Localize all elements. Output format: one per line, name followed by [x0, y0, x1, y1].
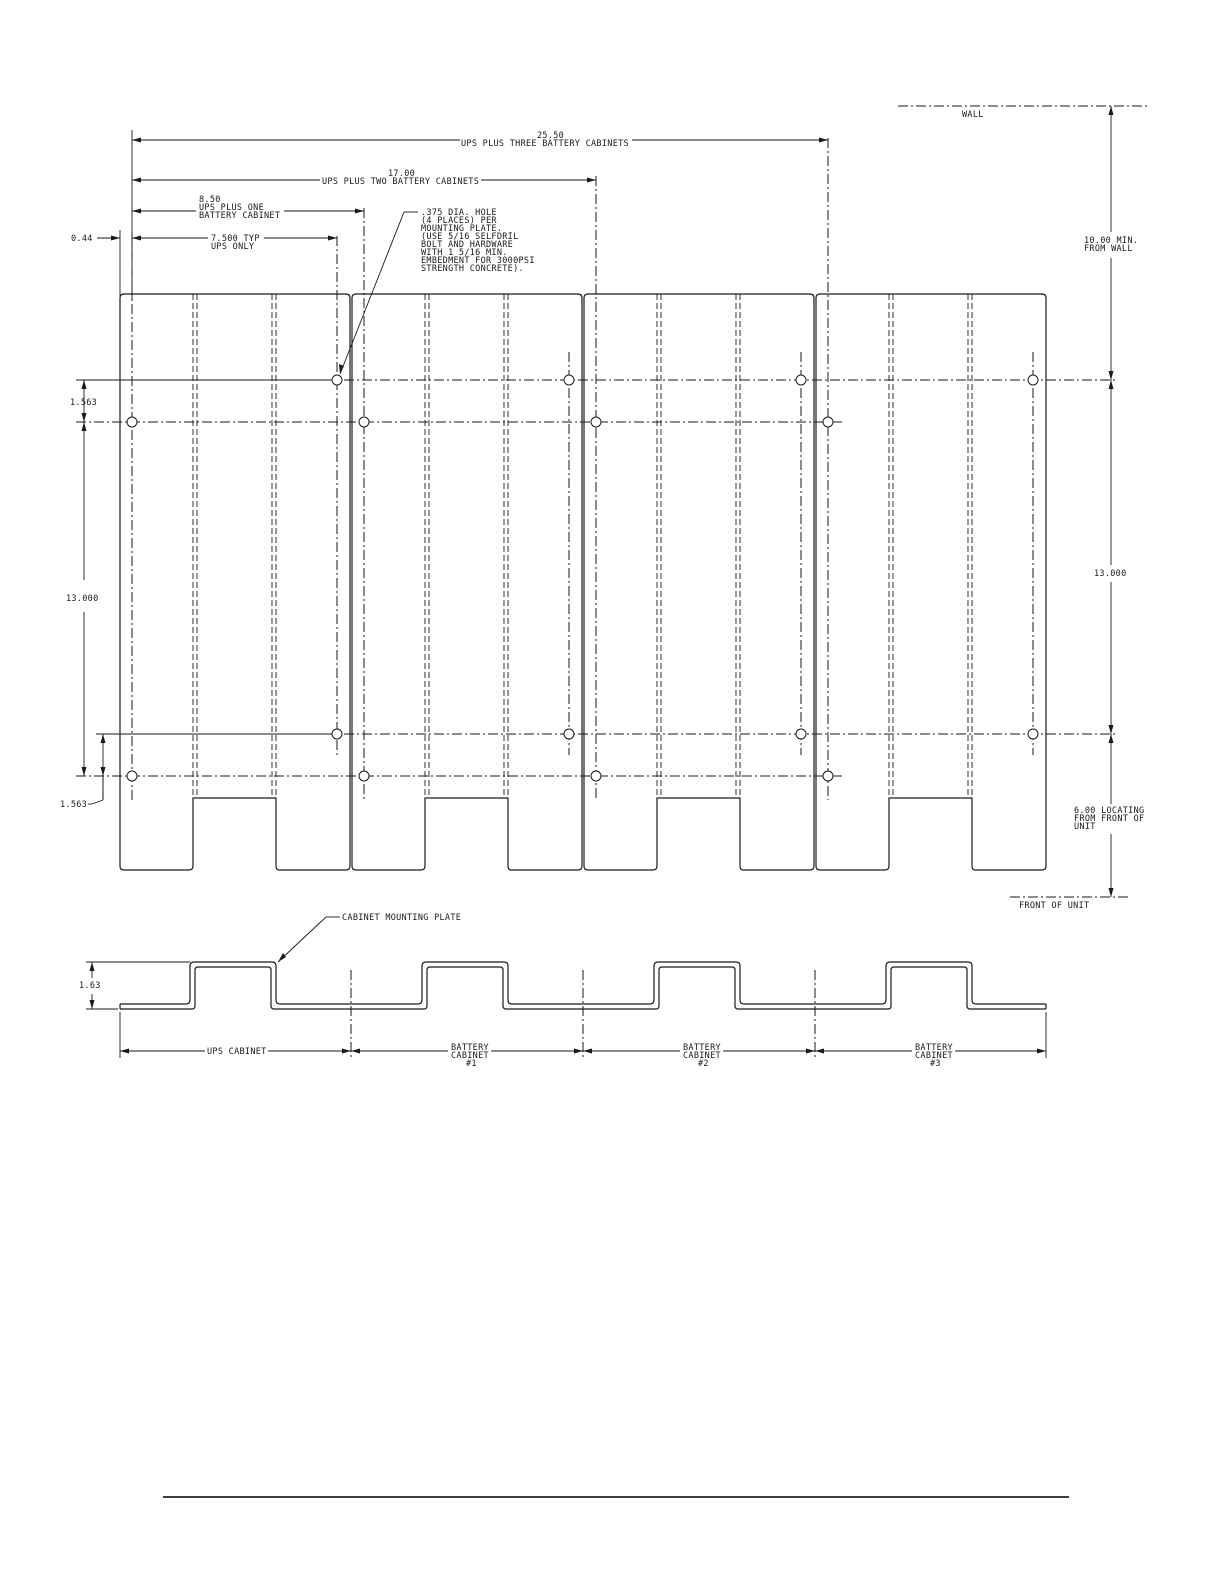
mounting-hole	[823, 771, 833, 781]
mounting-hole	[591, 417, 601, 427]
svg-text:1.63: 1.63	[79, 981, 101, 991]
svg-text:17.00: 17.00	[388, 169, 416, 179]
svg-text:CABINET: CABINET	[683, 1051, 721, 1061]
svg-text:8.50: 8.50	[199, 195, 221, 205]
mounting-hole	[359, 771, 369, 781]
svg-text:1.563: 1.563	[70, 398, 98, 408]
side-view	[79, 913, 1046, 1069]
top-view	[60, 106, 1148, 911]
svg-text:UNIT: UNIT	[1074, 822, 1096, 832]
dimension-7-500	[132, 234, 337, 252]
svg-text:EMBEDMENT FOR 3000PSI: EMBEDMENT FOR 3000PSI	[421, 256, 535, 266]
svg-text:BATTERY: BATTERY	[915, 1043, 953, 1053]
svg-text:#2: #2	[698, 1059, 709, 1069]
mounting-hole	[332, 375, 342, 385]
plate-label-leader	[278, 913, 461, 962]
svg-text:MOUNTING PLATE.: MOUNTING PLATE.	[421, 224, 503, 234]
svg-text:FROM WALL: FROM WALL	[1084, 244, 1133, 254]
dimension-0-44	[71, 230, 142, 296]
wall-label: WALL	[962, 110, 984, 120]
svg-text:1.563: 1.563	[60, 800, 88, 810]
dimension-17-00	[132, 169, 596, 187]
svg-text:STRENGTH CONCRETE).: STRENGTH CONCRETE).	[421, 264, 524, 274]
ups-cabinet-label: UPS CABINET	[207, 1047, 267, 1057]
mounting-hole	[823, 417, 833, 427]
mounting-hole	[332, 729, 342, 739]
mounting-hole	[591, 771, 601, 781]
svg-text:13.000: 13.000	[66, 594, 99, 604]
dimension-8-50	[132, 195, 364, 221]
mounting-hole	[127, 771, 137, 781]
mounting-hole	[127, 417, 137, 427]
mounting-hole	[359, 417, 369, 427]
mounting-hole	[796, 375, 806, 385]
svg-text:UPS PLUS TWO BATTERY CABINETS: UPS PLUS TWO BATTERY CABINETS	[322, 177, 480, 187]
svg-text:UPS PLUS THREE BATTERY CABINET: UPS PLUS THREE BATTERY CABINETS	[461, 139, 629, 149]
svg-text:10.00 MIN.: 10.00 MIN.	[1084, 236, 1139, 246]
svg-text:FROM FRONT OF: FROM FRONT OF	[1074, 814, 1145, 824]
dimension-1-63	[79, 962, 190, 1009]
svg-text:UPS PLUS ONE: UPS PLUS ONE	[199, 203, 265, 213]
svg-text:CABINET: CABINET	[915, 1051, 953, 1061]
svg-text:#1: #1	[466, 1059, 477, 1069]
mounting-hole	[564, 375, 574, 385]
svg-text:7.500 TYP: 7.500 TYP	[211, 234, 260, 244]
svg-text:25.50: 25.50	[537, 131, 565, 141]
svg-text:BATTERY CABINET: BATTERY CABINET	[199, 211, 281, 221]
svg-text:#3: #3	[930, 1059, 941, 1069]
svg-text:6.00 LOCATING: 6.00 LOCATING	[1074, 806, 1145, 816]
svg-text:BATTERY: BATTERY	[683, 1043, 721, 1053]
mounting-hole	[564, 729, 574, 739]
mounting-hole	[1028, 375, 1038, 385]
svg-text:(USE 5/16 SELFDRIL: (USE 5/16 SELFDRIL	[421, 232, 519, 242]
front-of-unit-label: FRONT OF UNIT	[1019, 901, 1090, 911]
svg-text:WITH 1 5/16 MIN.: WITH 1 5/16 MIN.	[421, 248, 508, 258]
svg-text:CABINET MOUNTING PLATE: CABINET MOUNTING PLATE	[342, 913, 462, 923]
hole-note	[339, 208, 535, 374]
svg-text:0.44: 0.44	[71, 234, 93, 244]
mounting-hole	[1028, 729, 1038, 739]
hole-centerlines-horizontal	[76, 380, 1118, 776]
svg-text:CABINET: CABINET	[451, 1051, 489, 1061]
svg-text:BATTERY: BATTERY	[451, 1043, 489, 1053]
svg-text:13.000: 13.000	[1094, 569, 1127, 579]
svg-text:BOLT AND HARDWARE: BOLT AND HARDWARE	[421, 240, 514, 250]
svg-text:UPS ONLY: UPS ONLY	[211, 242, 255, 252]
mounting-hole	[796, 729, 806, 739]
svg-text:(4 PLACES) PER: (4 PLACES) PER	[421, 216, 497, 226]
right-dimensions	[1074, 106, 1144, 897]
svg-text:.375 DIA. HOLE: .375 DIA. HOLE	[421, 208, 497, 218]
